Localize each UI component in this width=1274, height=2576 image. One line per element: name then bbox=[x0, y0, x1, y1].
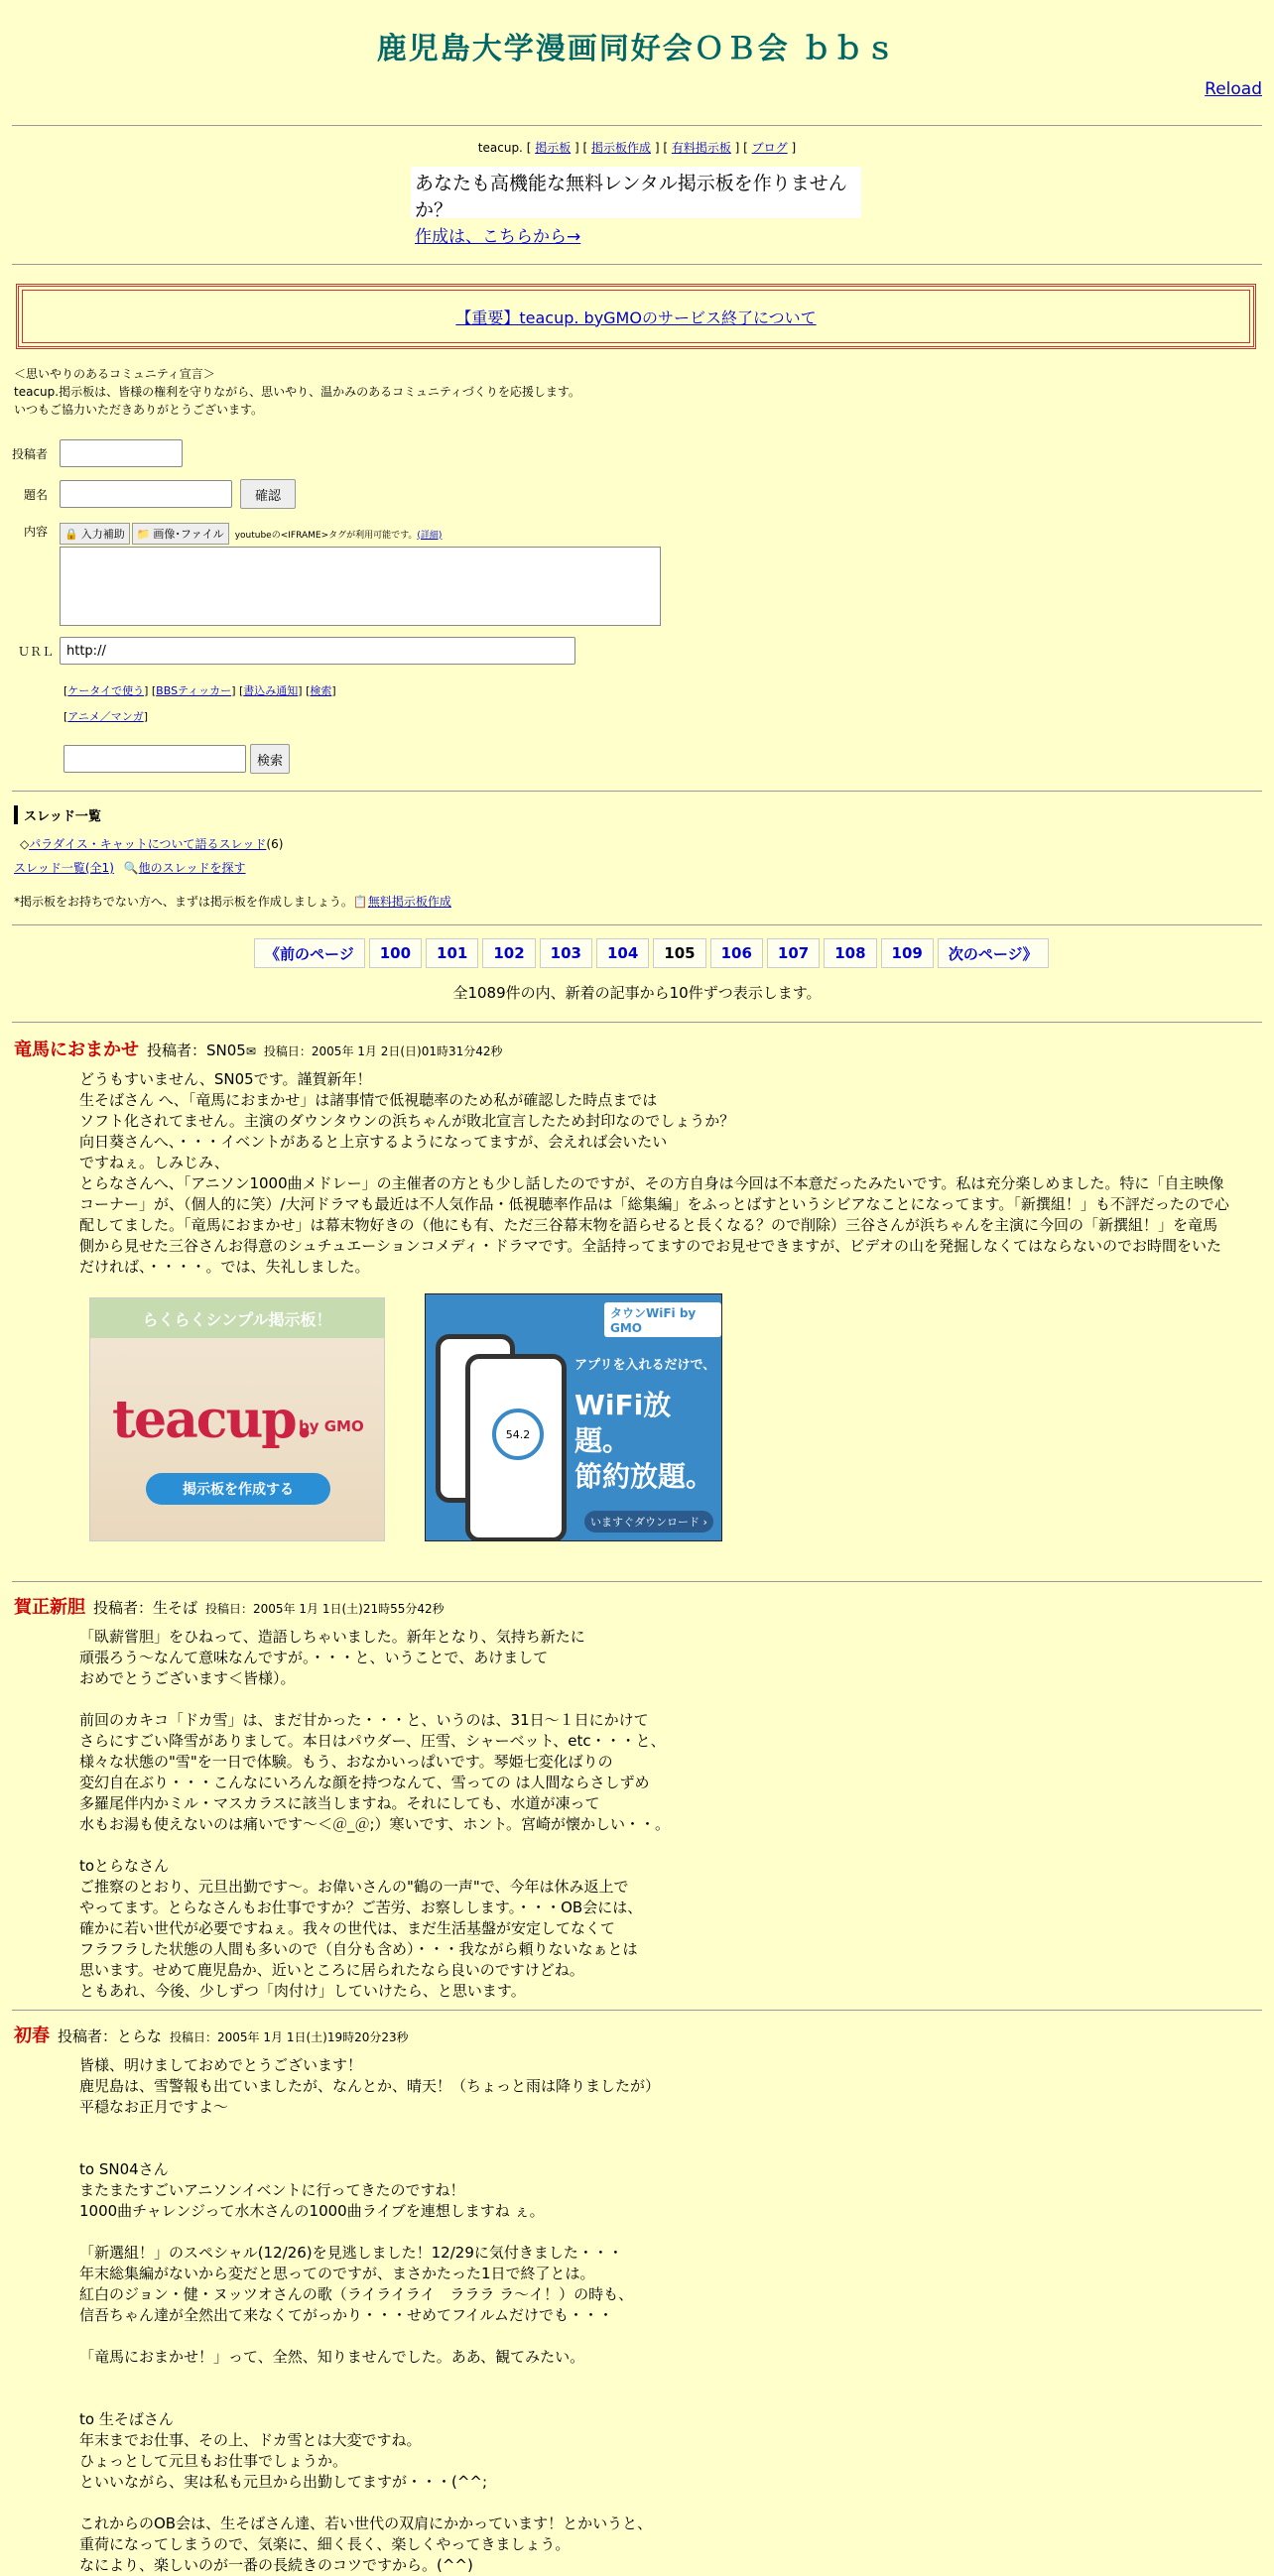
teacup-nav: teacup. [ 掲示板 ] [ 掲示板作成 ] [ 有料掲示板 ] [ ブログ ] bbox=[477, 141, 797, 155]
image-file-label: 画像･ファイル bbox=[153, 528, 224, 541]
post-title: 竜馬におまかせ bbox=[14, 1040, 139, 1060]
mail-icon[interactable]: ✉ bbox=[245, 1044, 256, 1058]
declaration-line: ＜思いやりのあるコミュニティ宣言＞ bbox=[14, 367, 215, 381]
divider bbox=[12, 264, 1262, 265]
page-link[interactable]: 109 bbox=[891, 944, 923, 962]
thread-item-link[interactable]: パラダイス・キャットについて語るスレッド bbox=[29, 837, 267, 851]
divider bbox=[12, 1022, 1262, 1023]
post-date: 投稿日：2005年 1月 1日(土)21時55分42秒 bbox=[205, 1602, 445, 1616]
url-label: ＵＲＬ bbox=[17, 644, 54, 659]
divider bbox=[12, 125, 1262, 126]
input-assist-button[interactable] bbox=[60, 523, 130, 545]
content-editor bbox=[60, 523, 661, 629]
iframe-note: youtubeの<IFRAME>タグが利用可能です。 bbox=[234, 530, 418, 541]
anime-manga-link[interactable]: アニメ／マンガ bbox=[67, 710, 144, 723]
create-bbs-button[interactable]: 掲示板を作成する bbox=[146, 1473, 330, 1505]
community-declaration bbox=[14, 365, 580, 419]
page-link[interactable]: 106 bbox=[720, 944, 752, 962]
page-100[interactable] bbox=[369, 938, 422, 968]
page-106[interactable] bbox=[710, 938, 763, 968]
divider bbox=[12, 2010, 1262, 2011]
notice-box bbox=[16, 284, 1256, 349]
page-link[interactable]: 108 bbox=[834, 944, 866, 962]
post-body: 「臥薪嘗胆」をひねって、造語しちゃいました。新年となり、気持ち新たに 頑張ろう～なんて意味なんですが。・・・と、いうことで、あけまして おめでとうございます＜皆様）。 前回のカキコ「ドカ雪」は、まだ甘かった・・・と、いうのは、31日～１日にかけて さらにすごい降雪がありまして。本日はパウダー、圧雪、シャーベット、etc・・・と、 様々な状態の"雪"を一日で体験。もう、おなかいっぱいです。琴姫七変化ばりの 変幻自在ぶり・・・こんなにいろんな顔を持つなんて、雪っての は人間ならさしずめ 多羅尾伴内かミル・マスカラスに該当しますね。それにしても、水道が凍って 水もお湯も使えないのは痛いです～＜＠_＠;）寒いです、ホント。宮崎が懐かしい・・。 toとらなさん ご推察のとおり、元旦出勤です～。お偉いさんの"鶴の一声"で、今年は休み返上で やってます。とらなさんもお仕事ですか？ご苦労、お察しします。・・・OB会には、 確かに若い世代が必要ですねぇ。我々の世代は、まだ生活基盤が安定してなくて フラフラした状態の人間も多いので（自分も含め）・・・我ながら頼りないなぁとは 思います。せめて鹿児島か、近いところに居られたなら良いのですけどね。 ともあれ、今後、少しずつ「肉付け」していけたら、と思います。 bbox=[79, 1628, 671, 2000]
wifi-line2a: WiFi放題。 bbox=[574, 1389, 672, 1457]
nav-blog-link[interactable]: ブログ bbox=[751, 141, 788, 155]
gmo-label: by GMO bbox=[299, 1417, 364, 1435]
post-date: 投稿日：2005年 1月 1日(土)19時20分23秒 bbox=[170, 2030, 409, 2044]
image-file-button[interactable] bbox=[132, 523, 229, 545]
ad-box bbox=[411, 167, 861, 247]
all-threads-link[interactable]: スレッド一覧(全1) bbox=[14, 861, 114, 875]
page-link[interactable]: 104 bbox=[606, 944, 639, 962]
content-textarea[interactable] bbox=[60, 547, 661, 626]
post-date: 投稿日：2005年 1月 2日(日)01時31分42秒 bbox=[263, 1044, 503, 1058]
post-author: 投稿者：生そば bbox=[93, 1599, 198, 1617]
thread-links bbox=[14, 859, 246, 876]
subject-label: 題名 bbox=[23, 487, 48, 502]
other-threads-link[interactable]: 他のスレッドを探す bbox=[138, 861, 246, 875]
declaration-line: teacup.掲示板は、皆様の権利を守りながら、思いやり、温かみのあるコミュニティづくりを応援します。 bbox=[14, 385, 580, 399]
post-author: 投稿者：とらな bbox=[58, 2027, 163, 2045]
divider bbox=[12, 924, 1262, 925]
post-header bbox=[14, 1036, 503, 1061]
lock-icon: 🔒 bbox=[64, 527, 78, 541]
thread-list-heading: スレッド一覧 bbox=[14, 805, 101, 824]
declaration-line: いつもご協力いただきありがとうございます。 bbox=[14, 403, 264, 417]
free-bbs-link[interactable]: 無料掲示板作成 bbox=[367, 895, 451, 909]
teacup-logo: teacup. bbox=[112, 1390, 312, 1450]
wifi-line2b: 節約放題。 bbox=[574, 1460, 714, 1493]
ticker-link[interactable]: BBSティッカー bbox=[156, 684, 232, 697]
notify-link[interactable]: 書込み通知 bbox=[243, 684, 299, 697]
current-page: 105 bbox=[664, 944, 696, 962]
page-link[interactable]: 107 bbox=[777, 944, 810, 962]
category-links: [アニメ／マンガ] bbox=[64, 710, 149, 723]
divider bbox=[12, 1581, 1262, 1582]
page-link[interactable]: 103 bbox=[550, 944, 581, 962]
townwifi-banner[interactable] bbox=[425, 1293, 722, 1541]
author-row bbox=[12, 439, 183, 467]
page-link[interactable]: 101 bbox=[437, 944, 468, 962]
download-button[interactable]: いますぐダウンロード › bbox=[584, 1511, 713, 1533]
post-body: どうもすいません、SN05です。謹賀新年！ 生そばさん へ、「竜馬におまかせ」は諸事情で低視聴率のため私が確認した時点までは ソフト化されてません。主演のダウンタウンの浜ちゃんが敗北宣言したため封印なのでしょうか？ 向日葵さんへ、・・・イベントがあると上京するようになってますが、会えれば会いたい ですねぇ。しみじみ、 とらなさんへ、「アニソン1000曲メドレー」の主催者の方とも少し話したのですが、その方自身は今回は不本意だったみたいです。私は充分楽しめました。特に「自主映像コーナー」が、（個人的に笑）/大河ドラマも最近は不人気作品・低視聴率作品は「総集編」をふっとばすというシビアなことになってます。「新撰組！」も不評だったので心配してました。「竜馬におまかせ」は幕末物好きの（他にも有、ただ三谷幕末物を語らせると長くなる？ので削除）三谷さんが浜ちゃんを主演に今回の「新撰組！」を竜馬側から見せた三谷さんお得意のシュチュエーションコメディ・ドラマです。全話持ってますのでお見せできますが、ビデオの山を発掘しなくてはならないのでお時間をいただければ、・・・・。では、失礼しました。 bbox=[79, 1070, 1229, 1276]
page-104[interactable] bbox=[596, 938, 649, 968]
post-header bbox=[14, 2022, 409, 2047]
wifi-line1: アプリを入れるだけで、 bbox=[574, 1358, 716, 1373]
page-101[interactable] bbox=[426, 938, 478, 968]
author-input[interactable] bbox=[60, 439, 183, 467]
post-title: 賀正新胆 bbox=[14, 1597, 85, 1618]
author-label: 投稿者 bbox=[12, 446, 49, 461]
page-title: 鹿児島大学漫画同好会ＯＢ会 ｂｂｓ bbox=[376, 32, 898, 66]
page-105-current bbox=[653, 938, 705, 968]
page-109[interactable] bbox=[881, 938, 934, 968]
wifi-line2 bbox=[574, 1388, 721, 1495]
url-row bbox=[12, 637, 575, 665]
search-link[interactable]: 検索 bbox=[310, 684, 332, 697]
ad-create-link[interactable]: 作成は、こちらから→ bbox=[415, 227, 581, 247]
prev-page-button[interactable] bbox=[254, 938, 365, 968]
townwifi-logo: タウンWiFi by GMO bbox=[604, 1302, 721, 1337]
search-other-icon: 🔍 bbox=[123, 861, 139, 875]
post-body: 皆様、明けましておめでとうございます！ 鹿児島は、雪警報も出ていましたが、なんとか、晴天！（ちょっと雨は降りましたが） 平穏なお正月ですよ～ to SN04さん またまたすごいアニソンイベントに行ってきたのですね！ 1000曲チャレンジって水木さんの1000曲ライブを連想しますね ぇ。 「新選組！」のスペシャル(12/26)を見逃しました！12/29に気付きました・・・ 年末総集編がないから変だと思ってのですが、まさかたった1日で終了とは。 紅白のジョン・健・ヌッツオさんの歌（ライライライ ラララ ラ～イ！）の時も、 信吾ちゃん達が全然出て来なくてがっかり・・・せめてフイルムだけでも・・・ 「竜馬におまかせ！」って、全然、知りませんでした。ああ、観てみたい。 to 生そばさん 年末までお仕事、その上、ドカ雪とは大変ですね。 ひょっとして元旦もお仕事でしょうか。 といいながら、実は私も元旦から出勤してますが・・・(^^; これからのOB会は、生そばさん達、若い世代の双肩にかかっています！とかいうと、 重荷になってしまうので、気楽に、細く長く、楽しくやってきましょう。 なにより、楽しいのが一番の長続きのコツですから。(^^) bbox=[79, 2056, 661, 2574]
content-row bbox=[12, 523, 661, 629]
page-link[interactable]: 102 bbox=[493, 944, 525, 962]
confirm-button[interactable]: 確認 bbox=[240, 479, 296, 509]
detail-link[interactable]: (詳細) bbox=[417, 530, 443, 541]
prev-page-link[interactable]: 《前のページ bbox=[265, 944, 354, 963]
banner-tagline: らくらくシンプル掲示板！ bbox=[90, 1298, 384, 1338]
create-note bbox=[14, 893, 451, 910]
search-row bbox=[64, 744, 290, 774]
post-header bbox=[14, 1593, 445, 1619]
nav-create-bbs-link[interactable]: 掲示板作成 bbox=[591, 141, 652, 155]
nav-bbs-link[interactable]: 掲示板 bbox=[535, 141, 572, 155]
folder-icon: 📁 bbox=[136, 527, 151, 541]
page-102[interactable] bbox=[482, 938, 535, 968]
teacup-brand: teacup. bbox=[477, 141, 523, 155]
search-button[interactable]: 検索 bbox=[250, 744, 290, 774]
post-title: 初春 bbox=[14, 2025, 50, 2046]
nav-paid-bbs-link[interactable]: 有料掲示板 bbox=[671, 141, 731, 155]
search-input[interactable] bbox=[64, 745, 246, 773]
input-assist-label: 入力補助 bbox=[80, 528, 125, 541]
url-input[interactable] bbox=[60, 637, 575, 665]
create-note-text: *掲示板をお持ちでない方へ、まずは掲示板を作成しましょう。 bbox=[14, 895, 353, 909]
tool-links: [ケータイで使う] [BBSティッカー] [書込み通知] [検索] bbox=[64, 684, 336, 697]
mobile-link[interactable]: ケータイで使う bbox=[67, 684, 145, 697]
page-103[interactable] bbox=[540, 938, 592, 968]
subject-input[interactable] bbox=[60, 480, 232, 508]
thread-item-prefix: ◇ bbox=[20, 837, 30, 851]
page-link[interactable]: 100 bbox=[379, 944, 412, 962]
reload-link[interactable]: Reload bbox=[1205, 79, 1262, 99]
speed-gauge: 54.2 bbox=[492, 1409, 544, 1460]
subject-row bbox=[12, 479, 296, 509]
thread-item-count: (6) bbox=[266, 837, 284, 851]
post-count-summary: 全1089件の内、新着の記事から10件ずつ表示します。 bbox=[452, 984, 822, 1002]
divider bbox=[12, 791, 1262, 792]
pagination bbox=[254, 938, 1049, 968]
next-page-link[interactable]: 次のページ》 bbox=[948, 944, 1038, 963]
page-108[interactable] bbox=[824, 938, 876, 968]
content-label: 内容 bbox=[23, 525, 48, 539]
teacup-banner[interactable] bbox=[89, 1297, 385, 1541]
page-107[interactable] bbox=[767, 938, 820, 968]
next-page-button[interactable] bbox=[938, 938, 1049, 968]
bbs-icon: 📋 bbox=[352, 895, 368, 909]
notice-link[interactable]: 【重要】teacup. byGMOのサービス終了について bbox=[455, 307, 817, 327]
phone-image bbox=[465, 1354, 567, 1541]
ad-text: あなたも高機能な無料レンタル掲示板を作りませんか？ bbox=[415, 173, 847, 221]
thread-item bbox=[20, 835, 283, 852]
post-author: 投稿者：SN05 bbox=[147, 1042, 246, 1059]
